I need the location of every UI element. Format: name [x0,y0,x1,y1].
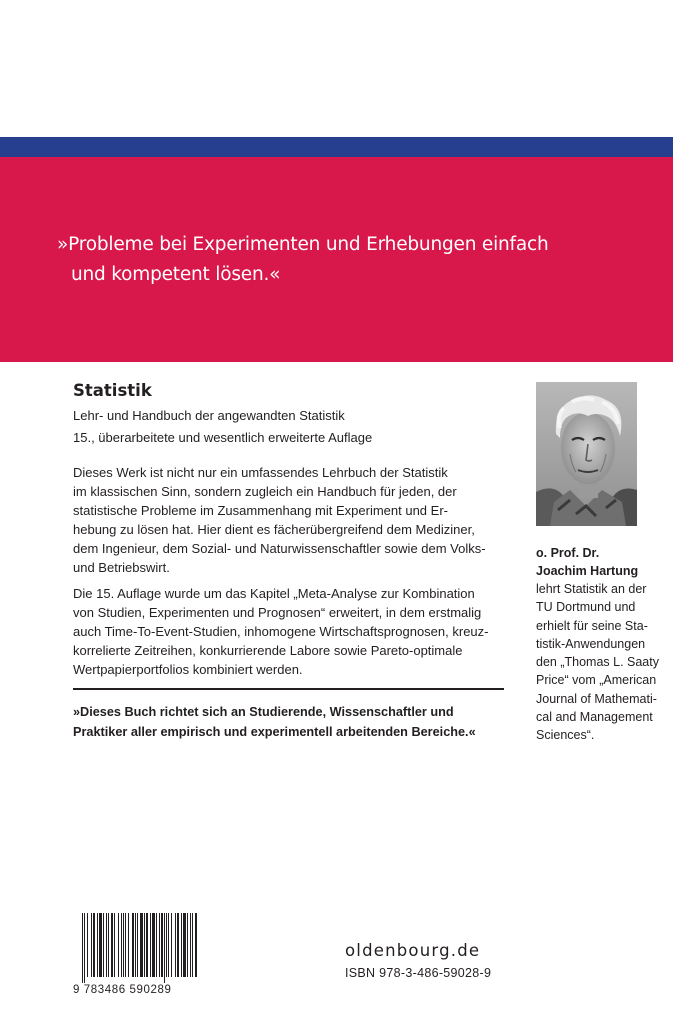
divider [73,688,504,690]
barcode-bar [144,913,145,977]
barcode-bar [168,913,169,977]
header-quote-line: »Probleme bei Experimenten und Erhebungen einfach [57,234,549,255]
author-bio-line: Price“ vom „American [536,673,657,688]
barcode-bar [195,913,197,977]
barcode-bar [121,913,122,977]
author-bio-line: erhielt für seine Sta- [536,618,648,633]
barcode-bar [82,913,83,983]
barcode-bar [175,913,176,977]
barcode-bar [114,913,115,977]
barcode-bar [192,913,193,977]
description-paragraph-1 [73,463,509,577]
barcode-bar [91,913,92,977]
barcode-bar [150,913,151,977]
barcode-bar [111,913,113,977]
barcode-digits: 9 783486 590289 [73,984,172,995]
barcode-bar [125,913,126,977]
barcode-bar [84,913,85,983]
barcode-bar [161,913,163,977]
author-bio-line: Sciences“. [536,728,595,743]
barcode-bar [166,913,167,977]
paragraph-line: statistische Probleme im Zusammenhang mit Experiment und Er- [73,503,448,518]
barcode-bar [152,913,155,977]
barcode-bar [164,913,165,983]
publisher-url: oldenbourg.de [345,941,481,960]
paragraph-line: und Betriebswirt. [73,560,170,575]
barcode-bars [82,913,197,983]
barcode-bar [135,913,136,977]
header-quote-line: und kompetent lösen.« [71,264,281,285]
author-name-line: Joachim Hartung [536,564,639,578]
paragraph-line: Die 15. Auflage wurde um das Kapitel „Meta-Analyse zur Kombination [73,586,475,601]
barcode-bar [183,913,186,977]
barcode-bar [108,913,109,977]
barcode-bar [137,913,138,977]
author-bio [536,580,671,745]
paragraph-line: Wertpapierportfolios kombiniert werden. [73,662,303,677]
barcode-bar [181,913,182,977]
quote-line: »Dieses Buch richtet sich an Studierende, Wissenschaftler und [73,705,454,719]
barcode-bar [106,913,107,977]
author-bio-line: cal and Management [536,710,653,725]
paragraph-line: hebung zu lösen hat. Hier dient es fächerübergreifend dem Mediziner, [73,522,475,537]
quote-line: Praktiker aller empirisch und experimentell arbeitenden Bereiche.« [73,725,476,739]
author-bio-line: TU Dortmund und [536,600,636,615]
barcode-bar [103,913,104,977]
author-photo [536,382,637,526]
barcode-bar [128,913,129,977]
barcode-bar [159,913,160,977]
barcode-bar [93,913,95,977]
barcode-bar [132,913,134,977]
paragraph-line: korrelierte Zeitreihen, konkurrierende Labore sowie Pareto-optimale [73,643,463,658]
description-paragraph-2 [73,584,509,679]
author-name [536,544,638,580]
barcode-bar [156,913,157,977]
barcode-bar [87,913,88,977]
target-audience-quote [73,702,476,742]
book-subtitle: Lehr- und Handbuch der angewandten Statistik [73,408,345,423]
paragraph-line: dem Ingenieur, dem Sozial- und Naturwissenschaftler sowie dem Volks- [73,541,486,556]
isbn-number: ISBN 978-3-486-59028-9 [345,966,492,980]
barcode-bar [146,913,148,977]
book-edition: 15., überarbeitete und wesentlich erweiterte Auflage [73,430,373,445]
barcode-bar [118,913,119,977]
barcode-bar [190,913,191,977]
book-title: Statistik [73,381,152,400]
barcode-bar [171,913,172,977]
barcode-bar [99,913,102,977]
paragraph-line: im klassischen Sinn, sondern zugleich ein Handbuch für jeden, der [73,484,457,499]
barcode-bar [177,913,179,977]
barcode-bar [187,913,188,977]
paragraph-line: von Studien, Experimenten und Prognosen“ erweitert, in dem erstmalig [73,605,482,620]
barcode-bar [140,913,143,977]
author-bio-line: den „Thomas L. Saaty [536,655,659,670]
header-quote [57,230,647,290]
isbn-barcode [72,913,202,995]
blue-band [0,137,673,157]
paragraph-line: auch Time-To-Event-Studien, inhomogene Wirtschaftsprognosen, kreuz- [73,624,489,639]
barcode-bar [97,913,98,977]
author-bio-line: Journal of Mathemati- [536,691,657,706]
barcode-bar [123,913,124,977]
author-name-line: o. Prof. Dr. [536,546,600,560]
author-bio-line: tistik-Anwendungen [536,636,646,651]
author-bio-line: lehrt Statistik an der [536,582,647,596]
paragraph-line: Dieses Werk ist nicht nur ein umfassendes Lehrbuch der Statistik [73,465,448,480]
